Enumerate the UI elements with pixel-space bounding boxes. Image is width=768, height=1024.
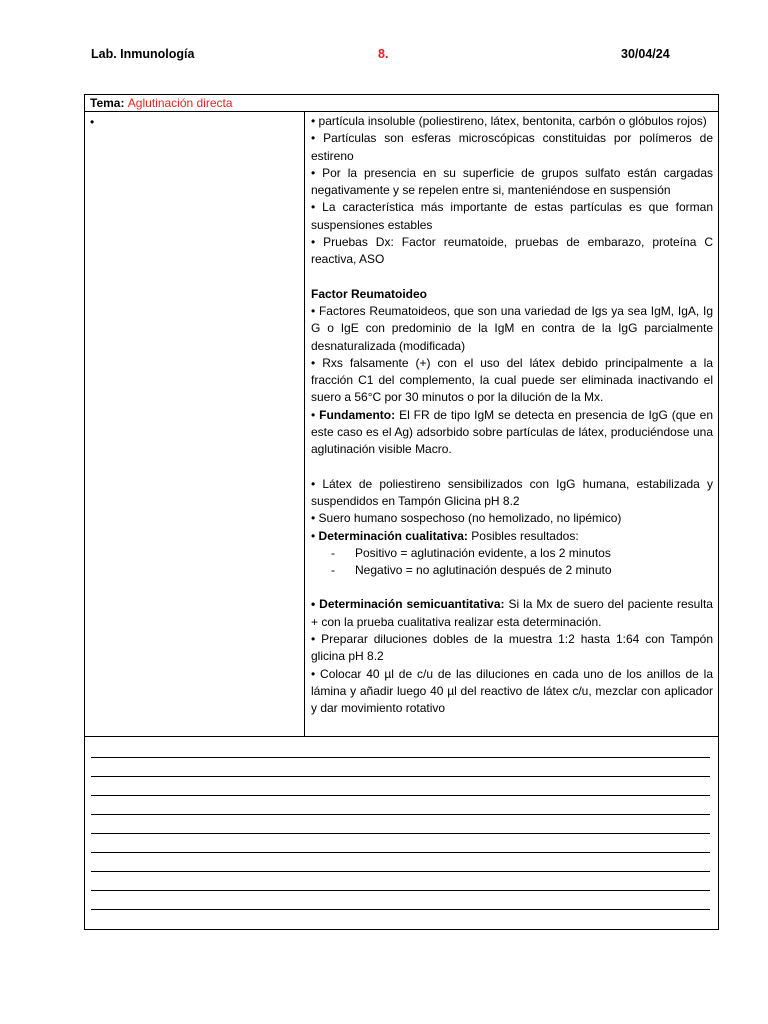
note-paragraph: • La característica más importante de estas partículas es que forman suspensiones estables bbox=[311, 200, 713, 232]
fundamento-label: Fundamento: bbox=[319, 407, 396, 422]
section-title: Factor Reumatoideo bbox=[311, 286, 428, 301]
tema-row bbox=[85, 95, 718, 112]
writing-line bbox=[91, 909, 710, 910]
practice-number: 8. bbox=[378, 47, 389, 61]
writing-line bbox=[91, 776, 710, 777]
note-paragraph: • Rxs falsamente (+) con el uso del látex debido principalmente a la fracción C1 del complemento, la cual puede ser eliminada inactivando el suero a 56°C por 30 minutos o por la dilución de la Mx. bbox=[311, 355, 713, 405]
note-paragraph: • Factores Reumatoideos, que son una variedad de Igs ya sea IgM, IgA, Ig G o IgE con predominio de la IgM en contra de la IgG parcialmente desnaturalizada (modificada) bbox=[311, 303, 713, 353]
page-header bbox=[0, 47, 768, 67]
writing-line bbox=[91, 852, 710, 853]
note-paragraph: • Por la presencia en su superficie de grupos sulfato están cargadas negativamente y se repelen entre si, manteniéndose en suspensión bbox=[311, 165, 713, 198]
tema-value: Aglutinación directa bbox=[127, 96, 233, 110]
summary-lines bbox=[91, 757, 710, 928]
note-paragraph: • Colocar 40 µl de c/u de las diluciones en cada uno de los anillos de la lámina y añadir luego 40 µl del reactivo de látex c/u, mezclar con aplicador y dar movimiento rotativo bbox=[311, 666, 713, 716]
writing-line bbox=[91, 795, 710, 796]
result-item: - Negativo = no aglutinación después de 2 minuto bbox=[331, 563, 612, 578]
note-paragraph: • Suero humano sospechoso (no hemolizado, no lipémico) bbox=[311, 511, 622, 526]
writing-line bbox=[91, 833, 710, 834]
keywords-column bbox=[85, 112, 305, 737]
tema-label: Tema: bbox=[90, 96, 125, 110]
note-paragraph: • partícula insoluble (poliestireno, látex, bentonita, carbón o glóbulos rojos) bbox=[311, 114, 707, 128]
note-paragraph: • Fundamento: El FR de tipo IgM se detecta en presencia de IgG (que en este caso es el Ag) adsorbido sobre partículas de látex, produciéndose una aglutinación visible Macro. bbox=[311, 407, 713, 457]
note-paragraph: • Preparar diluciones dobles de la muestra 1:2 hasta 1:64 con Tampón glicina pH 8.2 bbox=[311, 632, 713, 664]
notes-column bbox=[305, 112, 718, 737]
notes-sheet bbox=[84, 94, 719, 930]
note-paragraph: • Determinación cualitativa: Posibles resultados: bbox=[311, 528, 579, 543]
lab-title: Lab. Inmunología bbox=[91, 47, 195, 61]
note-paragraph: • Látex de poliestireno sensibilizados con IgG humana, estabilizada y suspendidos en Tampón Glicina pH 8.2 bbox=[311, 476, 713, 508]
result-item: - Positivo = aglutinación evidente, a los 2 minutos bbox=[331, 545, 611, 560]
cualitativa-label: Determinación cualitativa: bbox=[318, 528, 468, 543]
writing-line bbox=[91, 814, 710, 815]
note-paragraph: • Pruebas Dx: Factor reumatoide, pruebas de embarazo, proteína C reactiva, ASO bbox=[311, 235, 713, 267]
date: 30/04/24 bbox=[621, 47, 670, 61]
writing-line bbox=[91, 890, 710, 891]
writing-line bbox=[91, 871, 710, 872]
note-paragraph: • Partículas son esferas microscópicas constituidas por polímeros de estireno bbox=[311, 131, 713, 163]
writing-line bbox=[91, 757, 710, 758]
note-paragraph: • Determinación semicuantitativa: Si la Mx de suero del paciente resulta + con la prueba cualitativa realizar esta determinación. bbox=[311, 597, 713, 629]
left-bullet: • bbox=[90, 115, 95, 129]
semicuantitativa-label: • Determinación semicuantitativa: bbox=[311, 597, 505, 612]
